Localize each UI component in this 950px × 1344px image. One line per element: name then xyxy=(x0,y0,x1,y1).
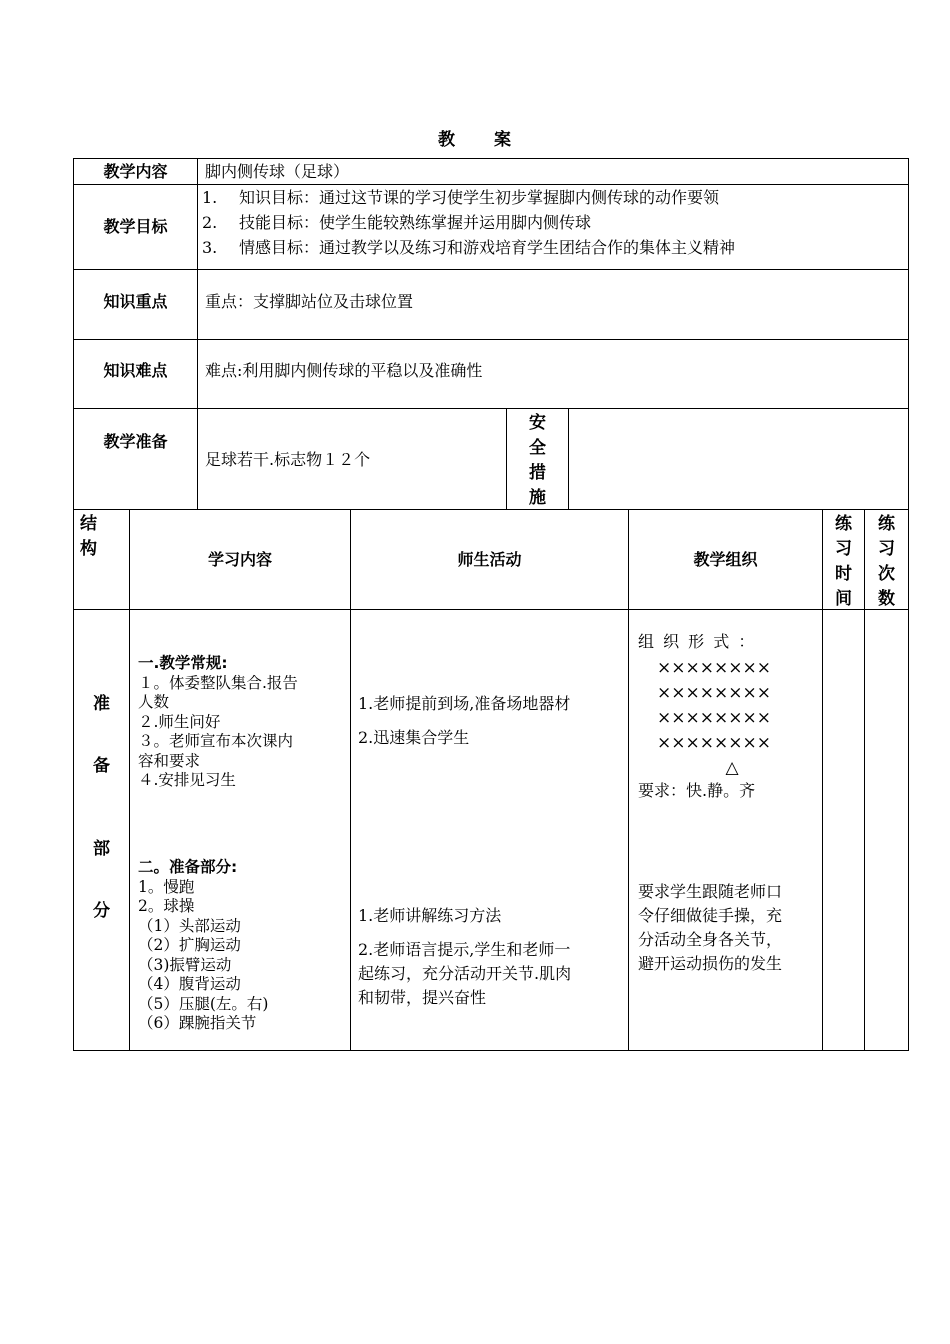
list-item: （6）踝腕指关节 xyxy=(138,1014,257,1032)
organization-requirement: 要求：快.静。齐 xyxy=(638,781,756,800)
formation-row: ×××××××× xyxy=(657,683,771,703)
formation-row: ×××××××× xyxy=(657,733,771,753)
list-item: ２.师生问好 xyxy=(138,712,221,731)
list-item: ３。老师宣布本次课内 xyxy=(138,732,294,750)
column-practice-time: 练 习 时 间 xyxy=(835,514,852,609)
key-point-value: 重点：支撑脚站位及击球位置 xyxy=(205,292,414,311)
formation-row: ×××××××× xyxy=(657,658,771,678)
document-title xyxy=(0,125,950,150)
safety-label: 安 全 措 施 xyxy=(529,413,546,508)
column-practice-count: 练 习 次 数 xyxy=(878,514,895,609)
goals-label: 教学目标 xyxy=(103,217,168,236)
title-char-1: 教 xyxy=(438,130,456,150)
organization-label: 组 织 形 式 ： xyxy=(638,632,757,651)
list-item: 2.老师语言提示,学生和老师一 xyxy=(358,940,571,959)
formation-diagram xyxy=(657,656,817,781)
list-item: 2。球操 xyxy=(138,897,195,915)
goal-item: 2. 技能目标：使学生能较熟练掌握并运用脚内侧传球 xyxy=(202,213,592,232)
title-char-2: 案 xyxy=(494,130,512,150)
list-item: （5）压腿(左。右) xyxy=(138,994,269,1013)
list-item: （1）头部运动 xyxy=(138,916,241,935)
activity-block-2 xyxy=(358,904,626,1010)
column-organization: 教学组织 xyxy=(693,550,758,569)
goal-item: 1. 知识目标：通过这节课的学习使学生初步掌握脚内侧传球的动作要领 xyxy=(202,188,720,207)
list-item: 令仔细做徒手操，充 xyxy=(638,906,783,925)
warmup-title: 二。准备部分: xyxy=(138,858,238,876)
content-label: 教学内容 xyxy=(103,162,168,181)
list-item: 人数 xyxy=(138,693,170,711)
difficult-point-value: 难点:利用脚内侧传球的平稳以及准确性 xyxy=(205,361,483,380)
list-item: （3)振臂运动 xyxy=(138,955,232,974)
list-item: 分活动全身各关节， xyxy=(638,930,783,949)
list-item: 2.迅速集合学生 xyxy=(358,728,470,747)
list-item: 起练习，充分活动开关节.肌肉 xyxy=(358,964,572,983)
list-item: １。体委整队集合.报告 xyxy=(138,673,298,692)
content-value: 脚内侧传球（足球） xyxy=(205,162,350,181)
list-item: 要求学生跟随老师口 xyxy=(638,882,783,901)
list-item: 1。慢跑 xyxy=(138,877,195,896)
list-item: （2）扩胸运动 xyxy=(138,936,241,954)
prep-value: 足球若干.标志物１２个 xyxy=(205,450,371,469)
difficult-point-label: 知识难点 xyxy=(103,361,168,380)
list-item: 1.老师提前到场,准备场地器材 xyxy=(358,694,571,713)
column-activity: 师生活动 xyxy=(457,550,522,569)
formation-row: ×××××××× xyxy=(657,708,771,728)
goal-item: 3. 情感目标：通过教学以及练习和游戏培育学生团结合作的集体主义精神 xyxy=(202,238,736,257)
routine-title: 一.教学常规: xyxy=(138,654,228,672)
key-point-label: 知识重点 xyxy=(103,292,168,311)
list-item: 1.老师讲解练习方法 xyxy=(358,906,502,925)
organization-block-2 xyxy=(638,880,820,976)
prep-label: 教学准备 xyxy=(103,432,168,451)
column-structure: 结 构 xyxy=(80,514,97,559)
warmup-block xyxy=(138,858,348,1034)
goals-list xyxy=(202,186,907,261)
list-item: ４.安排见习生 xyxy=(138,771,236,789)
column-content: 学习内容 xyxy=(207,550,272,569)
activity-block-1 xyxy=(358,692,626,750)
list-item: 避开运动损伤的发生 xyxy=(638,954,783,973)
teacher-triangle-icon: △ xyxy=(725,758,739,778)
list-item: （4）腹背运动 xyxy=(138,975,241,993)
list-item: 容和要求 xyxy=(138,751,201,770)
list-item: 和韧带，提兴奋性 xyxy=(358,988,487,1007)
routine-block xyxy=(138,654,348,791)
